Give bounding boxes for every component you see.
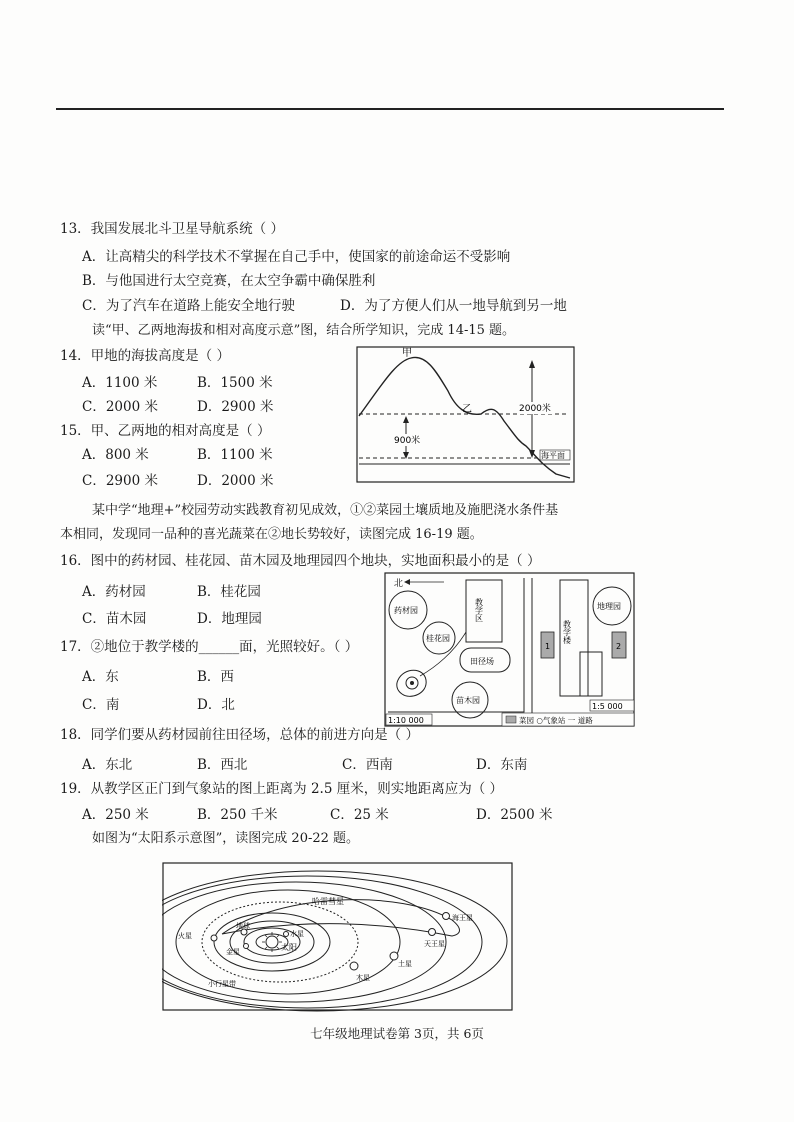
scale-right: 1:5 000 xyxy=(592,702,623,711)
q13-stem: 13．我国发展北斗卫星导航系统（ ） xyxy=(60,221,284,237)
label-saturn: 土星 xyxy=(398,960,412,968)
intro-16-19-line1: 某中学“地理+”校园劳动实践教育初见成效，①②菜园土壤质地及施肥浇水条件基 xyxy=(92,503,559,518)
q15-option-d: D．2000 米 xyxy=(197,473,274,489)
top-rule xyxy=(56,108,724,110)
q13-option-d: D．为了方便人们从一地导航到另一地 xyxy=(340,298,567,314)
plot-1-label: 1 xyxy=(545,642,551,651)
label-earth: 地球 xyxy=(236,922,250,930)
q14-option-a: A．1100 米 xyxy=(82,375,158,391)
label-venus: 金星 xyxy=(226,948,240,956)
q16-option-d: D．地理园 xyxy=(197,611,262,627)
q17-option-b: B．西 xyxy=(197,669,234,685)
q18-stem: 18．同学们要从药材园前往田径场，总体的前进方向是（ ） xyxy=(60,727,419,743)
label-asteroid-belt: 小行星带 xyxy=(208,980,236,988)
intro-16-19-line2: 本相同，发现同一品种的喜光蔬菜在②地长势较好，读图完成 16-19 题。 xyxy=(60,527,483,542)
q14-option-d: D．2900 米 xyxy=(197,399,274,415)
label-comet: 哈雷彗星 xyxy=(312,897,344,906)
q19-stem: 19．从教学区正门到气象站的图上距离为 2.5 厘米，则实地距离应为（ ） xyxy=(60,781,504,797)
q19-option-a: A．250 米 xyxy=(82,807,149,823)
q13-option-c: C．为了汽车在道路上能安全地行驶 xyxy=(82,298,295,314)
q15-option-a: A．800 米 xyxy=(82,447,149,463)
map-legend: 菜园 ○气象站 一 道路 xyxy=(519,716,593,725)
label-yi: 乙 xyxy=(462,404,472,415)
label-jia: 甲 xyxy=(402,348,412,359)
q16-option-c: C．苗木园 xyxy=(82,611,147,627)
q18-option-a: A．东北 xyxy=(82,757,133,773)
q18-option-b: B．西北 xyxy=(197,757,248,773)
q16-option-a: A．药材园 xyxy=(82,584,146,600)
q17-option-a: A．东 xyxy=(82,669,119,685)
q19-option-b: B．250 千米 xyxy=(197,807,278,823)
label-sun: 太阳 xyxy=(281,943,297,952)
q19-option-d: D．2500 米 xyxy=(476,807,553,823)
weather-station-icon xyxy=(410,681,414,685)
label-dili: 地理园 xyxy=(597,602,621,611)
label-neptune: 海王星 xyxy=(452,914,473,922)
plot-2-label: 2 xyxy=(616,642,622,651)
q14-stem: 14．甲地的海拔高度是（ ） xyxy=(60,348,230,364)
q19-option-c: C．25 米 xyxy=(330,807,389,823)
school-map xyxy=(384,572,636,728)
q16-option-b: B．桂花园 xyxy=(197,584,261,600)
label-yaocai: 药材园 xyxy=(394,606,418,615)
label-mars: 火星 xyxy=(178,932,192,940)
label-uranus: 天王星 xyxy=(424,940,445,948)
q16-stem: 16．图中的药材园、桂花园、苗木园及地理园四个地块，实地面积最小的是（ ） xyxy=(60,553,541,569)
q15-option-b: B．1100 米 xyxy=(197,447,273,463)
label-jiaoxuequ: 教学区 xyxy=(474,598,484,622)
page-footer: 七年级地理试卷第 3页，共 6页 xyxy=(310,1026,484,1041)
label-guihua: 桂花园 xyxy=(426,634,450,643)
q15-stem: 15．甲、乙两地的相对高度是（ ） xyxy=(60,423,271,439)
q13-option-b: B．与他国进行太空竞赛，在太空争霸中确保胜利 xyxy=(82,273,376,289)
q17-stem: 17．②地位于教学楼的______面，光照较好。（ ） xyxy=(60,639,359,655)
label-tianjing: 田径场 xyxy=(470,657,494,666)
q15-option-c: C．2900 米 xyxy=(82,473,158,489)
q14-option-b: B．1500 米 xyxy=(197,375,273,391)
label-sea-level: 海平面 xyxy=(541,451,565,460)
sun-icon xyxy=(262,932,282,952)
q13-option-a: A．让高精尖的科学技术不掌握在自己手中，使国家的前途命运不受影响 xyxy=(82,249,511,265)
elevation-diagram xyxy=(356,346,576,484)
north-label: 北 xyxy=(394,579,404,589)
label-900m: 900米 xyxy=(394,436,421,446)
label-mercury: 水星 xyxy=(290,930,304,938)
label-jiaoxuelou: 教学楼 xyxy=(562,620,572,644)
q18-option-c: C．西南 xyxy=(342,757,393,773)
q17-option-c: C．南 xyxy=(82,697,120,713)
label-jupiter: 木星 xyxy=(356,974,370,982)
scale-left: 1:10 000 xyxy=(388,716,424,725)
intro-14-15: 读“甲、乙两地海拔和相对高度示意”图，结合所学知识，完成 14-15 题。 xyxy=(92,323,516,338)
solar-system-diagram xyxy=(162,862,514,1012)
label-2000m: 2000米 xyxy=(519,404,551,414)
intro-20-22: 如图为“太阳系示意图”，读图完成 20-22 题。 xyxy=(92,831,360,846)
q18-option-d: D．东南 xyxy=(476,757,528,773)
q17-option-d: D．北 xyxy=(197,697,235,713)
label-miaomu: 苗木园 xyxy=(456,696,480,705)
q14-option-c: C．2000 米 xyxy=(82,399,158,415)
